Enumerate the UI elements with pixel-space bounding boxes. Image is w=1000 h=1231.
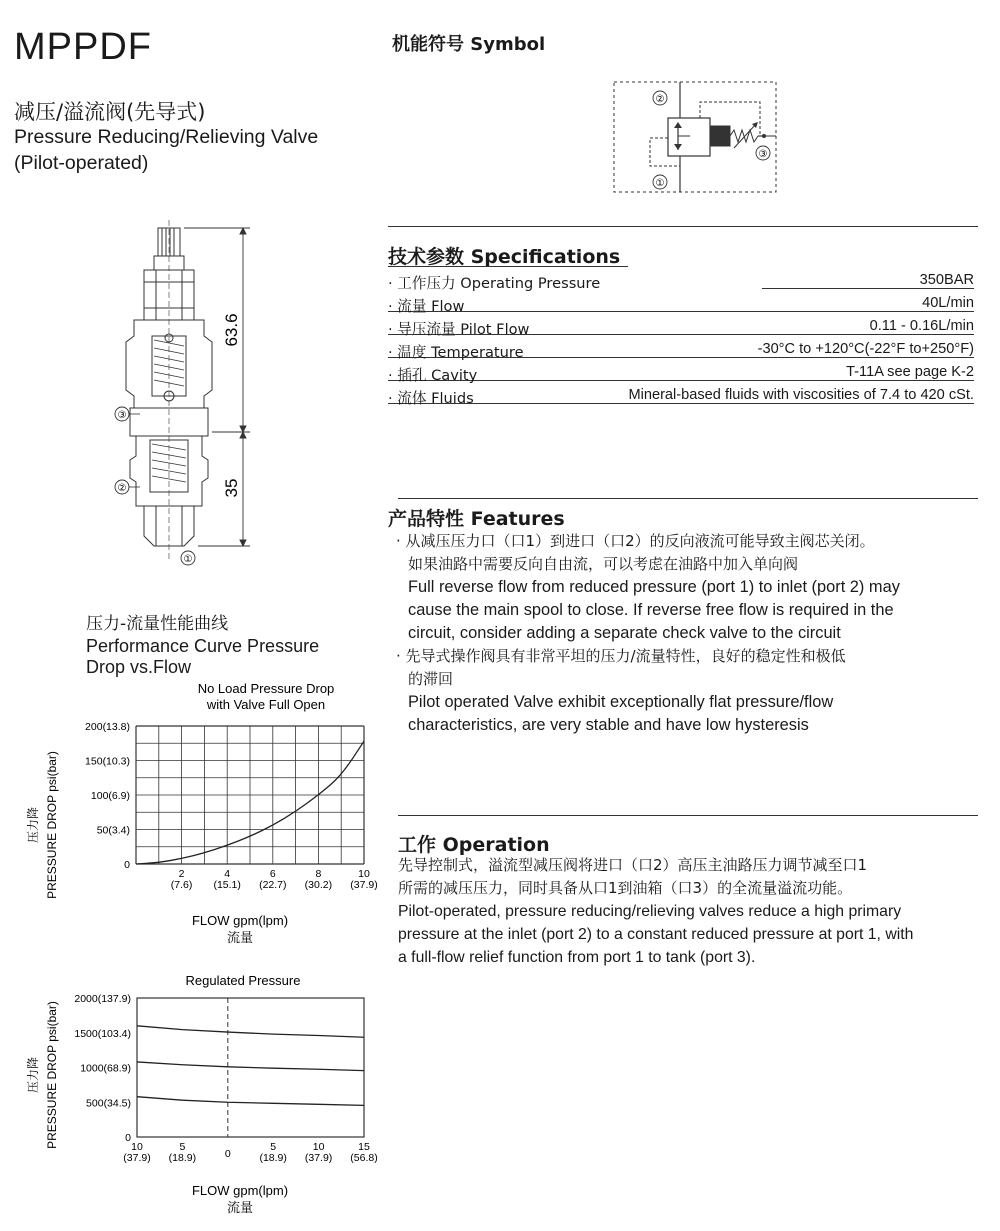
chart1-ytick-label: 50(3.4) <box>96 824 130 837</box>
chart2-xtick-sublabel: (56.8) <box>350 1152 378 1164</box>
curves-title-en-2: Drop vs.Flow <box>86 657 192 677</box>
chart2-series-line-high <box>137 1026 364 1037</box>
chart2-xtick-label: 10 <box>131 1141 143 1153</box>
cartridge-outline <box>126 220 212 560</box>
symbol-title: 机能符号 Symbol <box>392 34 546 55</box>
chart1-xtick-label: 8 <box>315 868 322 880</box>
features-top-rule <box>398 498 978 499</box>
spec-row <box>388 341 974 363</box>
spec-title: 技术参数 Specifications <box>388 246 621 268</box>
chart2-xlabel: FLOW gpm(lpm) <box>191 1183 289 1198</box>
spec-row <box>388 295 974 317</box>
operation-line: a full-flow relief function from port 1 to tank (port 3). <box>398 949 756 966</box>
dim-lower-label: 35 <box>222 478 241 498</box>
feature-line: · 从减压压力口（口1）到进口（口2）的反向液流可能导致主阀芯关闭。 <box>396 532 875 550</box>
chart2-ytick-label: 500(34.5) <box>86 1097 131 1110</box>
chart2-ylabel: PRESSURE DROP psi(bar) <box>45 1001 59 1149</box>
feature-line: characteristics, are very stable and have low hysteresis <box>408 716 809 734</box>
operation-line: Pilot-operated, pressure reducing/relieving valves reduce a high primary <box>398 903 902 920</box>
symbol-port-1-label: ① <box>655 178 665 189</box>
operation-line: 先导控制式，溢流型减压阀将进口（口2）高压主油路压力调节减至口1 <box>398 856 868 874</box>
spec-row <box>388 272 974 294</box>
curves-heading <box>86 614 319 679</box>
chart2-xtick-sublabel: (37.9) <box>123 1152 151 1164</box>
feature-line: circuit, consider adding a separate check valve to the circuit <box>408 624 841 642</box>
drawing-port-2-label: ② <box>117 483 127 494</box>
feature-line: cause the main spool to close. If reverse free flow is required in the <box>408 601 894 619</box>
chart2-xtick-sublabel: (37.9) <box>304 1152 333 1164</box>
product-title-en <box>14 124 318 176</box>
symbol-port-3-label: ③ <box>758 149 768 160</box>
drawing-port-3-label: ③ <box>117 410 127 421</box>
spec-row <box>388 387 974 409</box>
product-title-en-line2: (Pilot-operated) <box>14 152 149 174</box>
spec-row <box>388 364 974 386</box>
spec-title-underline <box>388 266 628 267</box>
features-text <box>396 530 900 737</box>
hydraulic-symbol <box>610 78 782 198</box>
chart1-ylabel-cn: 压力降 <box>26 806 40 844</box>
product-title-en-line1: Pressure Reducing/Relieving Valve <box>14 126 319 148</box>
dim-upper-label: 63.6 <box>222 313 241 347</box>
operation-line: pressure at the inlet (port 2) to a constant reduced pressure at port 1, with <box>398 926 914 943</box>
feature-line: · 先导式操作阀具有非常平坦的压力/流量特性，良好的稳定性和极低 <box>396 647 846 665</box>
spec-underline <box>388 403 974 404</box>
chart2-xtick-sublabel: (18.9) <box>259 1152 287 1164</box>
chart1-xtick-sublabel: (22.7) <box>259 879 287 891</box>
operation-line: 所需的减压压力，同时具备从口1到油箱（口3）的全流量溢流功能。 <box>398 879 853 897</box>
product-title-cn: 减压/溢流阀(先导式) <box>14 100 206 124</box>
chart2-ytick-label: 1000(68.9) <box>80 1062 131 1075</box>
chart1-title-line1: No Load Pressure Drop <box>197 681 335 696</box>
operation-text <box>398 854 913 969</box>
chart1-origin-label: 0 <box>124 859 130 871</box>
chart2-origin-label: 0 <box>125 1132 131 1144</box>
feature-line: Pilot operated Valve exhibit exceptionally flat pressure/flow <box>408 693 834 711</box>
spec-label: · 导压流量 Pilot Flow <box>388 321 530 338</box>
chart1-xtick-sublabel: (7.6) <box>170 879 193 891</box>
chart1-xtick-label: 10 <box>358 868 370 880</box>
chart2-xtick-label: 5 <box>270 1141 277 1153</box>
spec-value: 0.11 - 0.16L/min <box>869 318 974 334</box>
chart2-xlabel-cn: 流量 <box>226 1201 254 1216</box>
curves-title-cn: 压力-流量性能曲线 <box>86 614 229 634</box>
spec-underline <box>388 311 974 312</box>
spec-top-rule <box>388 226 978 227</box>
chart2-ytick-label: 1500(103.4) <box>74 1027 131 1040</box>
chart2-series-line-mid <box>137 1062 364 1071</box>
spec-value: 350BAR <box>919 272 974 288</box>
chart1-xlabel: FLOW gpm(lpm) <box>191 913 289 928</box>
model-name: MPPDF <box>14 26 152 68</box>
spec-label: · 插孔 Cavity <box>388 367 478 384</box>
spec-label: · 流量 Flow <box>388 298 465 315</box>
drawing-port-1-label: ① <box>183 554 193 565</box>
chart1-title-line2: with Valve Full Open <box>206 697 326 712</box>
feature-line: 如果油路中需要反向自由流，可以考虑在油路中加入单向阀 <box>408 555 799 573</box>
chart1-ytick-label: 200(13.8) <box>85 721 130 733</box>
chart-no-load-pressure-drop <box>0 675 390 950</box>
chart1-xtick-label: 6 <box>269 868 276 880</box>
chart1-xtick-sublabel: (15.1) <box>213 879 241 891</box>
curves-title-en-1: Performance Curve Pressure <box>86 635 320 656</box>
features-title: 产品特性 Features <box>388 508 565 530</box>
spec-value: 40L/min <box>922 295 974 311</box>
chart2-ylabel-cn: 压力降 <box>26 1056 40 1094</box>
operation-top-rule <box>398 815 978 816</box>
chart2-ytick-label: 2000(137.9) <box>74 993 131 1005</box>
chart1-xtick-sublabel: (37.9) <box>350 879 378 891</box>
chart1-ylabel: PRESSURE DROP psi(bar) <box>45 751 59 899</box>
chart2-xtick-label: 15 <box>358 1141 370 1153</box>
spec-value: -30°C to +120°C(-22°F to+250°F) <box>757 341 974 357</box>
chart2-xtick-sublabel: (18.9) <box>168 1152 197 1164</box>
spec-value: T-11A see page K-2 <box>846 364 974 380</box>
chart2-series-line-low <box>137 1097 364 1106</box>
chart1-xlabel-cn: 流量 <box>226 931 254 946</box>
chart1-ytick-label: 150(10.3) <box>85 755 130 768</box>
chart2-xtick-label: 0 <box>224 1148 231 1160</box>
feature-line: 的滞回 <box>408 670 454 688</box>
chart-regulated-pressure <box>0 965 390 1231</box>
chart2-title: Regulated Pressure <box>185 973 301 988</box>
cartridge-drawing <box>100 220 260 570</box>
chart2-xtick-label: 10 <box>312 1141 325 1153</box>
spec-label: · 工作压力 Operating Pressure <box>388 275 601 292</box>
chart1-ytick-label: 100(6.9) <box>90 790 130 802</box>
symbol-port-2-label: ② <box>655 94 665 105</box>
spec-row <box>388 318 974 340</box>
symbol-spring <box>730 130 758 142</box>
chart1-xtick-sublabel: (30.2) <box>304 879 333 891</box>
symbol-pilot-box <box>710 126 730 146</box>
spec-underline <box>762 288 974 289</box>
spec-label: · 温度 Temperature <box>388 344 524 361</box>
spec-value: Mineral-based fluids with viscosities of 7.4 to 420 cSt. <box>628 387 974 403</box>
symbol-valve-box <box>668 118 710 156</box>
spec-label: · 流体 Fluids <box>388 390 474 407</box>
chart1-xtick-label: 2 <box>178 868 185 880</box>
feature-line: Full reverse flow from reduced pressure (port 1) to inlet (port 2) may <box>408 578 900 596</box>
chart2-xtick-label: 5 <box>179 1141 186 1153</box>
operation-title: 工作 Operation <box>398 834 550 856</box>
chart1-xtick-label: 4 <box>224 868 231 880</box>
